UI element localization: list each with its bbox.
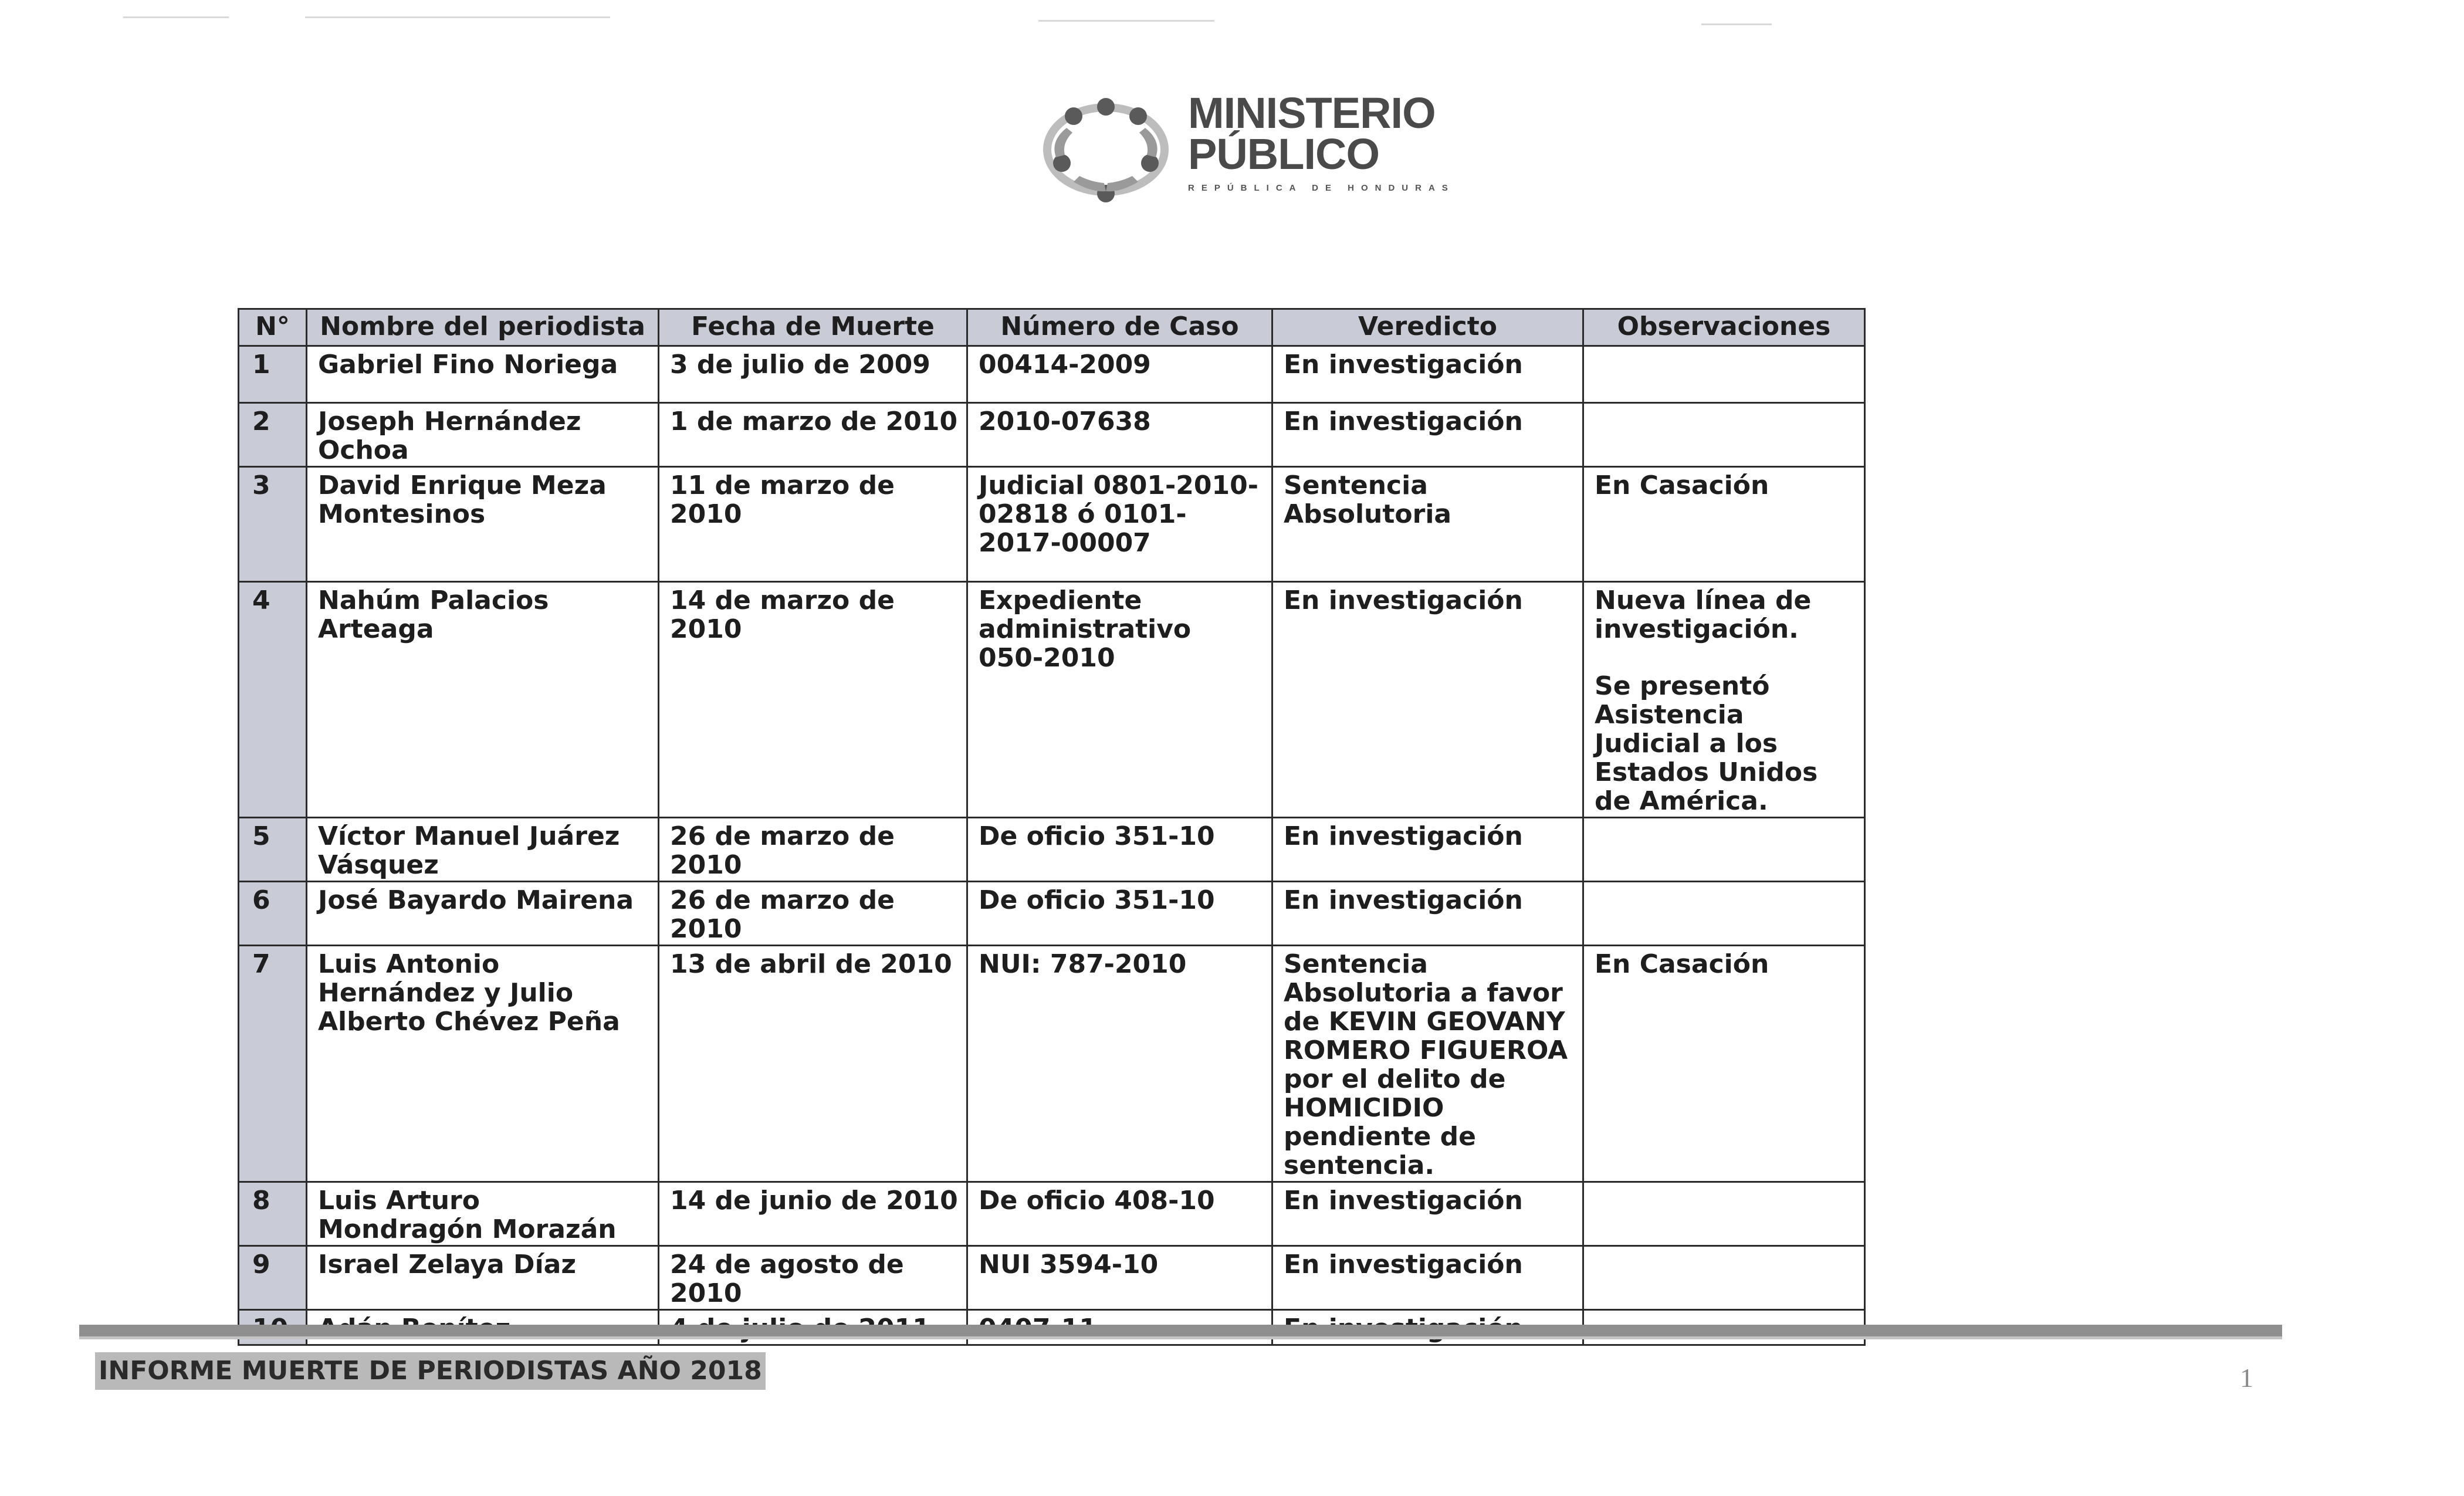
verdict: Sentencia Absolutoria a favor de KEVIN GEOVANY ROMERO FIGUEROA por el delito de HOMICIDIO pendiente de sentencia. [1272,946,1583,1182]
observation-text: En Casación [1595,471,1769,500]
ministerio-publico-logo [1038,88,1473,205]
observations [1583,818,1865,882]
verdict: En investigación [1272,1246,1583,1310]
row-number: 8 [239,1182,307,1246]
table-row [239,1182,1865,1246]
death-date: 1 de marzo de 2010 [659,403,967,467]
row-number: 1 [239,346,307,403]
observations [1583,882,1865,946]
logo-text [1188,89,1455,193]
verdict: En investigación [1272,403,1583,467]
table-row [239,818,1865,882]
column-header-observations: Observaciones [1583,309,1865,346]
row-number: 9 [239,1246,307,1310]
death-date: 24 de agosto de 2010 [659,1246,967,1310]
death-date: 3 de julio de 2009 [659,346,967,403]
journalist-name: David Enrique Meza Montesinos [307,467,659,582]
table-row [239,882,1865,946]
footer-divider-shadow [79,1336,2282,1339]
death-date: 13 de abril de 2010 [659,946,967,1182]
column-header-verdict: Veredicto [1272,309,1583,346]
observation-text: En Casación [1595,949,1769,979]
verdict: En investigación [1272,1182,1583,1246]
death-date: 26 de marzo de 2010 [659,818,967,882]
row-number: 7 [239,946,307,1182]
logo-subtitle: REPÚBLICA DE HONDURAS [1188,183,1455,193]
table-header-row [239,309,1865,346]
observations [1583,346,1865,403]
observations [1583,1246,1865,1310]
journalists-table [238,308,1866,1346]
row-number: 5 [239,818,307,882]
footer-report-title: INFORME MUERTE DE PERIODISTAS AÑO 2018 [95,1352,766,1390]
case-number: Expediente administrativo 050-2010 [967,582,1272,818]
table-row [239,946,1865,1182]
footer-divider [79,1325,2282,1336]
case-number: 2010-07638 [967,403,1272,467]
observations [1583,946,1865,1182]
verdict: En investigación [1272,882,1583,946]
journalist-name: Joseph Hernández Ochoa [307,403,659,467]
row-number: 3 [239,467,307,582]
journalist-name: Israel Zelaya Díaz [307,1246,659,1310]
verdict: En investigación [1272,346,1583,403]
case-number: De oficio 351-10 [967,882,1272,946]
column-header-number: N° [239,309,307,346]
verdict: Sentencia Absolutoria [1272,467,1583,582]
page-number: 1 [2240,1363,2253,1393]
death-date: 14 de junio de 2010 [659,1182,967,1246]
scan-artifact [1701,23,1772,25]
journalist-name: Luis Antonio Hernández y Julio Alberto Chévez Peña [307,946,659,1182]
row-number: 6 [239,882,307,946]
observation-text: Nueva línea de investigación. [1595,585,1812,644]
journalist-name: José Bayardo Mairena [307,882,659,946]
observation-note: Se presentó Asistencia Judicial a los Estados Unidos de América. [1595,671,1818,816]
verdict: En investigación [1272,818,1583,882]
case-number: De oficio 408-10 [967,1182,1272,1246]
observations [1583,1182,1865,1246]
table-row [239,1246,1865,1310]
column-header-case: Número de Caso [967,309,1272,346]
row-number: 2 [239,403,307,467]
ministerio-publico-emblem-icon [1038,94,1173,205]
case-number: De oficio 351-10 [967,818,1272,882]
observations [1583,403,1865,467]
scan-artifact [305,16,610,18]
table-row [239,467,1865,582]
table-row [239,582,1865,818]
table-row [239,346,1865,403]
verdict: En investigación [1272,582,1583,818]
observations [1583,467,1865,582]
row-number: 4 [239,582,307,818]
journalist-name: Víctor Manuel Juárez Vásquez [307,818,659,882]
case-number: Judicial 0801-2010-02818 ó 0101-2017-00007 [967,467,1272,582]
death-date: 14 de marzo de 2010 [659,582,967,818]
death-date: 11 de marzo de 2010 [659,467,967,582]
scan-artifact [123,16,229,18]
journalist-name: Gabriel Fino Noriega [307,346,659,403]
column-header-date: Fecha de Muerte [659,309,967,346]
journalist-name: Luis Arturo Mondragón Morazán [307,1182,659,1246]
journalist-name: Nahúm Palacios Arteaga [307,582,659,818]
case-number: 00414-2009 [967,346,1272,403]
observations [1583,582,1865,818]
column-header-name: Nombre del periodista [307,309,659,346]
case-number: NUI 3594-10 [967,1246,1272,1310]
death-date: 26 de marzo de 2010 [659,882,967,946]
logo-line-1: MINISTERIO [1188,89,1436,137]
scan-artifact [1038,20,1214,22]
logo-line-2: PÚBLICO [1188,130,1379,178]
case-number: NUI: 787-2010 [967,946,1272,1182]
table-row [239,403,1865,467]
